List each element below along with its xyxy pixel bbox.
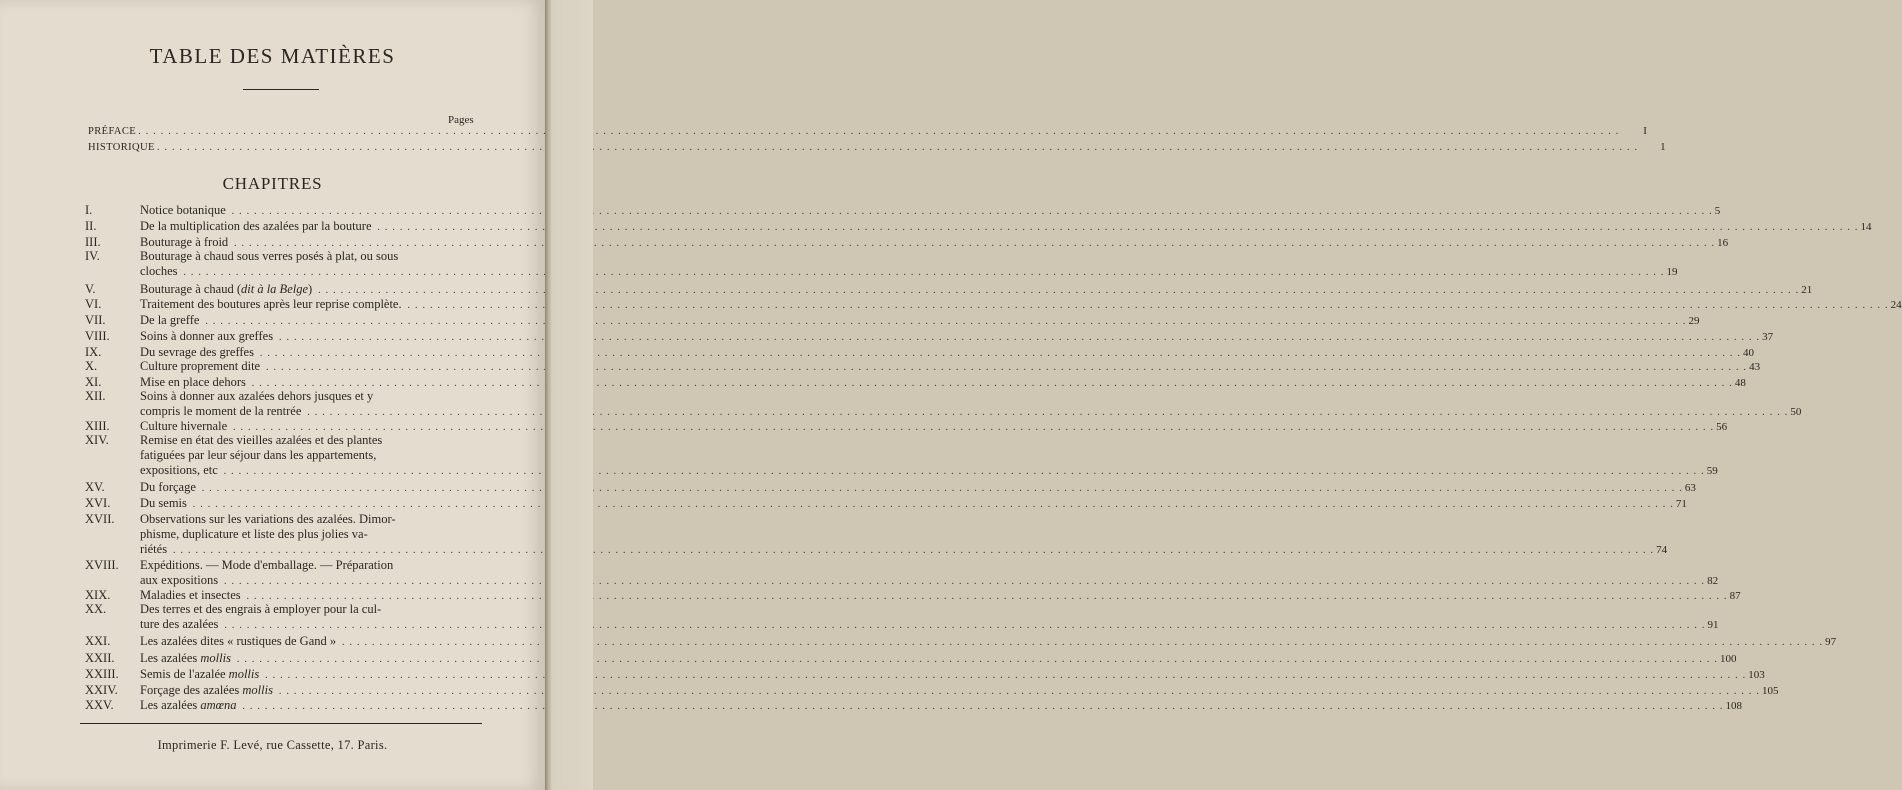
chapter-entry — [85, 558, 1719, 588]
chapter-title: Les azalées dites « rustiques de Gand » . . . 97 — [140, 634, 482, 650]
chapter-number: II. — [85, 219, 97, 233]
dot-leader — [220, 465, 1705, 477]
chapter-number: VII. — [85, 313, 106, 327]
chapter-number: XIII. — [85, 419, 110, 433]
chapter-title: Observations sur les variations des azalées. Dimor- phisme, duplicature et liste des plus jolies va- riétés . . . 74 — [140, 512, 482, 558]
dot-leader — [314, 284, 1799, 296]
chapter-entry — [85, 282, 1813, 297]
front-matter-label: PRÉFACE — [88, 126, 137, 137]
chapter-entry — [85, 651, 1737, 666]
page-number: I — [1643, 125, 1648, 137]
chapter-title: Semis de l'azalée mollis . . . 103 — [140, 667, 482, 683]
chapter-title: Bouturage à chaud (dit à la Belge) . . . 21 — [140, 282, 482, 298]
page-number: 37 — [1762, 331, 1774, 343]
chapter-number: VI. — [85, 297, 102, 311]
bottom-rule — [80, 723, 482, 724]
dot-leader — [220, 575, 1705, 587]
dot-leader — [261, 669, 1746, 681]
page-number: 40 — [1742, 347, 1754, 359]
chapter-title: Maladies et insectes . . . 87 — [140, 588, 482, 604]
chapter-number: XV. — [85, 480, 105, 494]
page-number: 21 — [1801, 284, 1813, 296]
chapter-number: XVII. — [85, 512, 115, 526]
dot-leader — [157, 140, 1638, 155]
page-number: 56 — [1716, 421, 1728, 433]
chapter-title: Notice botanique . . . 5 — [140, 203, 482, 219]
chapter-entry — [85, 359, 1761, 374]
chapter-title: Remise en état des vieilles azalées et des plantes fatiguées par leur séjour dans les appartements, expositions, etc . . . 59 — [140, 433, 482, 479]
page-number: 48 — [1734, 377, 1746, 389]
page-number: 19 — [1666, 266, 1678, 278]
dot-leader — [374, 221, 1859, 233]
page-number: 108 — [1725, 700, 1743, 712]
chapter-number: VIII. — [85, 329, 110, 343]
front-matter-row — [88, 140, 1667, 155]
chapter-number: XI. — [85, 375, 102, 389]
page-title: TABLE DES MATIÈRES — [149, 44, 396, 68]
chapter-title: Des terres et des engrais à employer pour la cul- ture des azalées . . . 91 — [140, 602, 482, 633]
dot-leader — [230, 237, 1715, 249]
chapter-number: IX. — [85, 345, 102, 359]
chapter-title: Forçage des azalées mollis . . . 105 — [140, 683, 482, 699]
chapter-entry — [85, 419, 1728, 434]
dot-leader — [198, 482, 1683, 494]
chapter-entry — [85, 375, 1746, 390]
chapter-title: Culture hivernale . . . 56 — [140, 419, 482, 435]
chapter-entry — [85, 634, 1837, 649]
chapter-number: XXI. — [85, 634, 111, 648]
page-number: 91 — [1707, 619, 1719, 631]
chapter-entry — [85, 480, 1696, 495]
dot-leader — [243, 590, 1728, 602]
page-number: 74 — [1656, 544, 1668, 556]
dot-leader — [262, 361, 1747, 373]
chapter-title: Bouturage à chaud sous verres posés à plat, ou sous cloches . . . 19 — [140, 249, 482, 280]
dot-leader — [229, 421, 1714, 433]
chapter-entry — [85, 329, 1774, 344]
chapter-entry — [85, 313, 1700, 328]
chapter-number: XVIII. — [85, 558, 119, 572]
page-number: 63 — [1684, 482, 1696, 494]
chapter-entry — [85, 698, 1743, 713]
chapter-title: Culture proprement dite . . . 43 — [140, 359, 482, 375]
front-matter-row — [88, 124, 1648, 139]
dot-leader — [303, 406, 1788, 418]
dot-leader — [201, 315, 1686, 327]
chapter-number: XXV. — [85, 698, 114, 712]
dot-leader — [256, 347, 1741, 359]
page-edge — [545, 0, 593, 790]
dot-leader — [275, 685, 1760, 697]
chapter-number: XIV. — [85, 433, 109, 447]
chapter-number: XXIV. — [85, 683, 118, 697]
chapter-title: Du forçage . . . 63 — [140, 480, 482, 496]
chapter-number: IV. — [85, 249, 100, 263]
chapter-entry — [85, 496, 1687, 511]
chapter-number: XX. — [85, 602, 107, 616]
chapter-number: XXII. — [85, 651, 115, 665]
chapter-number: X. — [85, 359, 98, 373]
front-matter-label: HISTORIQUE — [88, 142, 155, 153]
page-number: 82 — [1707, 575, 1719, 587]
section-title: CHAPITRES — [222, 174, 323, 193]
chapter-title: Du semis . . . 71 — [140, 496, 482, 512]
page-number: 103 — [1748, 669, 1765, 681]
page-number: 100 — [1719, 653, 1737, 665]
chapter-title: Expéditions. — Mode d'emballage. — Préparation aux expositions . . . 82 — [140, 558, 482, 589]
page-number: 59 — [1706, 465, 1718, 477]
chapter-entry — [85, 602, 1719, 632]
chapter-entry — [85, 512, 1668, 557]
dot-leader — [228, 205, 1713, 217]
dot-leader — [233, 653, 1718, 665]
chapter-entry — [85, 297, 1902, 312]
dot-leader — [239, 700, 1724, 712]
page-number: 16 — [1717, 237, 1729, 249]
page-number: 24 — [1890, 299, 1902, 311]
imprint-line: Imprimerie F. Levé, rue Cassette, 17. Paris. — [157, 738, 388, 752]
chapter-title: Les azalées mollis . . . 100 — [140, 651, 482, 667]
dot-leader — [138, 124, 1619, 139]
dot-leader — [179, 266, 1664, 278]
chapter-title: De la greffe . . . 29 — [140, 313, 482, 329]
dot-leader — [169, 544, 1654, 556]
chapter-title: Soins à donner aux greffes . . . 37 — [140, 329, 482, 345]
dot-leader — [275, 331, 1760, 343]
page-number: 43 — [1749, 361, 1761, 373]
chapter-title: Du sevrage des greffes . . . 40 — [140, 345, 482, 361]
chapter-title: Traitement des boutures après leur reprise complète. . . . 24 — [140, 297, 482, 313]
chapter-entry — [85, 667, 1765, 682]
chapter-entry — [85, 249, 1678, 279]
page-number: 87 — [1729, 590, 1741, 602]
chapter-number: XIX. — [85, 588, 111, 602]
chapter-entry — [85, 683, 1779, 698]
chapter-title: Mise en place dehors . . . 48 — [140, 375, 482, 391]
chapter-entry — [85, 345, 1754, 360]
page-number: 14 — [1860, 221, 1872, 233]
chapter-title: Bouturage à froid . . . 16 — [140, 235, 482, 251]
page-number: 29 — [1688, 315, 1700, 327]
chapter-title: De la multiplication des azalées par la bouture . . . 14 — [140, 219, 482, 235]
pages-column-label: Pages — [448, 114, 474, 126]
chapter-entry — [85, 389, 1802, 419]
chapter-number: V. — [85, 282, 96, 296]
chapter-number: III. — [85, 235, 101, 249]
chapter-entry — [85, 235, 1729, 250]
chapter-entry — [85, 433, 1718, 478]
chapter-number: XVI. — [85, 496, 111, 510]
chapter-number: XXIII. — [85, 667, 119, 681]
chapter-entry — [85, 219, 1872, 234]
page-number: 50 — [1790, 406, 1802, 418]
title-rule — [243, 89, 319, 90]
chapter-entry — [85, 588, 1741, 603]
page-number: 71 — [1675, 498, 1687, 510]
dot-leader — [220, 619, 1705, 631]
dot-leader — [404, 299, 1889, 311]
chapter-title: Soins à donner aux azalées dehors jusques et y compris le moment de la rentrée . . . 50 — [140, 389, 482, 420]
page-number: 97 — [1825, 636, 1837, 648]
page-number: 1 — [1660, 141, 1667, 153]
page-number: 5 — [1714, 205, 1721, 217]
page-number: 105 — [1761, 685, 1779, 697]
chapter-title: Les azalées amœna . . . 108 — [140, 698, 482, 714]
dot-leader — [189, 498, 1674, 510]
chapter-entry — [85, 203, 1721, 218]
dot-leader — [248, 377, 1733, 389]
chapter-number: XII. — [85, 389, 106, 403]
chapter-number: I. — [85, 203, 93, 217]
